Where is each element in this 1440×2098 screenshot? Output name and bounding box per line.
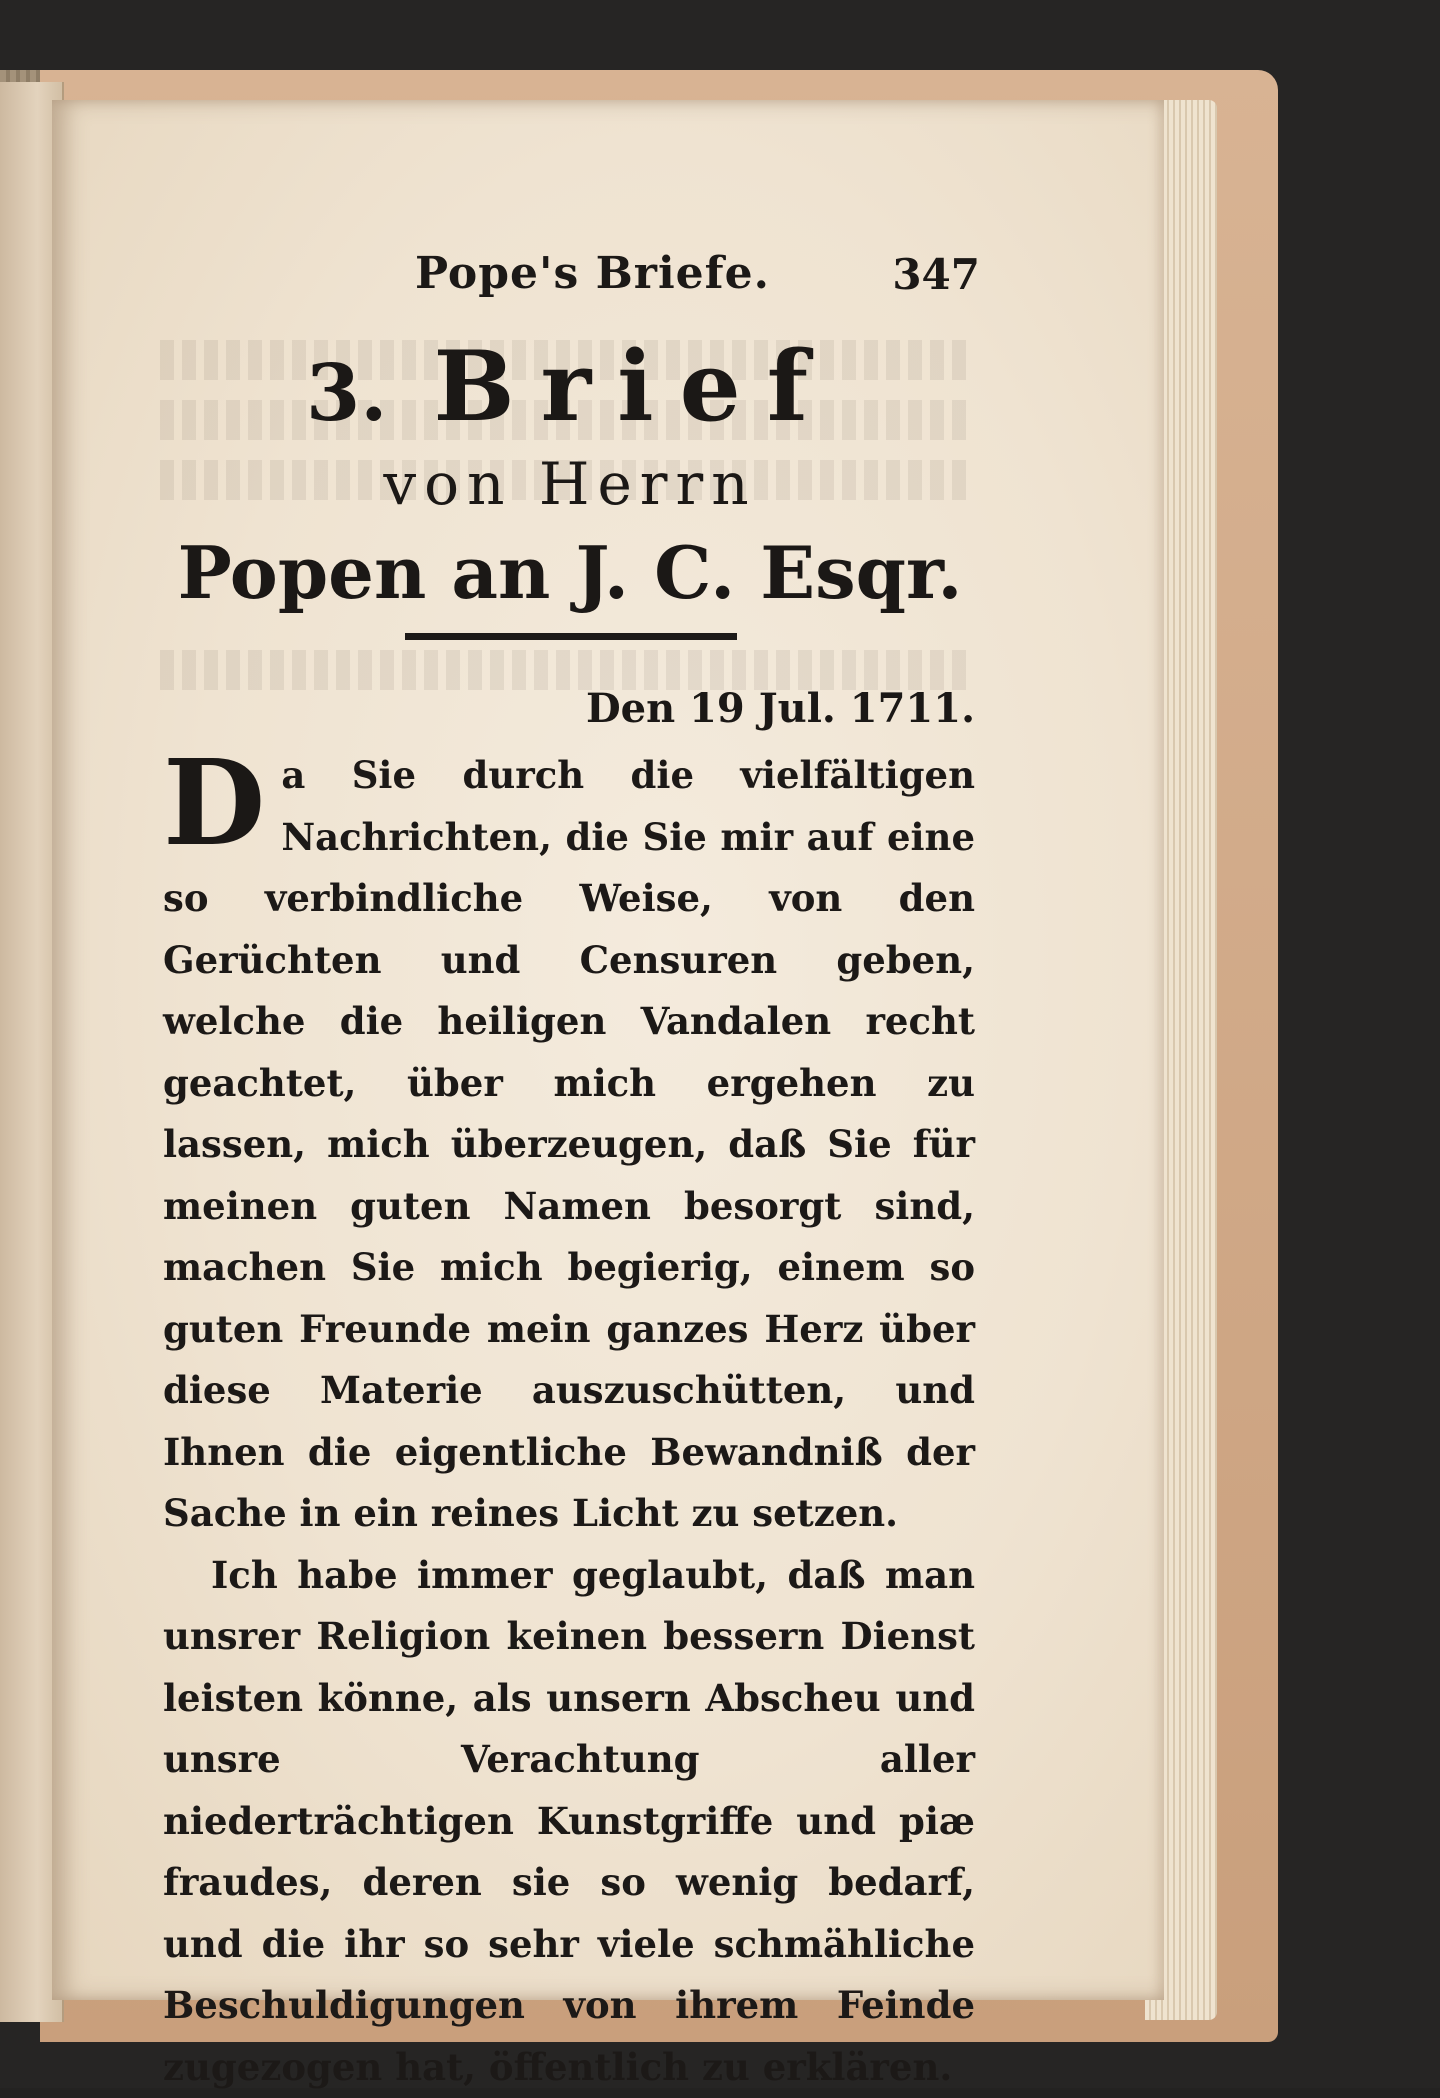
dateline: Den 19 Jul. 1711.: [160, 685, 975, 732]
letter-title-word: Brief: [433, 330, 834, 443]
letter-subheading: von Herrn: [160, 450, 980, 520]
paragraph: [163, 745, 975, 1545]
drop-cap: D: [163, 753, 265, 853]
paragraph: Ich habe immer geglaubt, daß man unsrer Religion keinen bessern Dienst leisten könne, als unsern Abscheu und unsre Verachtung aller niederträchtigen Kunstgriffe und piæ fraudes, deren sie so wenig bedarf, und die ihr so sehr viele schmähliche Beschuldigungen von ihrem Feinde zugezogen hat, öffentlich zu erklären.: [163, 1545, 975, 2098]
letter-recipient: Popen an J. C. Esqr.: [160, 530, 980, 620]
running-title: Pope's Briefe.: [415, 248, 770, 299]
running-header: [160, 248, 980, 318]
show-through-text: [160, 650, 970, 690]
title-rule: [405, 633, 737, 640]
page-number: 347: [892, 250, 980, 299]
letter-heading: [160, 330, 980, 440]
paragraph-text: a Sie durch die vielfältigen Nachrichten, die Sie mir auf eine so verbindliche Weise, von den Gerüchten und Censuren geben, welche die heiligen Vandalen recht geachtet, über mich ergehen zu lassen, mich überzeugen, daß Sie für meinen guten Namen besorgt sind, machen Sie mich begierig, einem so guten Freunde mein ganzes Herz über diese Materie auszuschütten, und Ihnen die eigentliche Bewandniß der Sache in ein reines Licht zu setzen.: [163, 753, 975, 1535]
letter-number: 3.: [306, 348, 387, 439]
letter-body: [163, 745, 975, 2098]
